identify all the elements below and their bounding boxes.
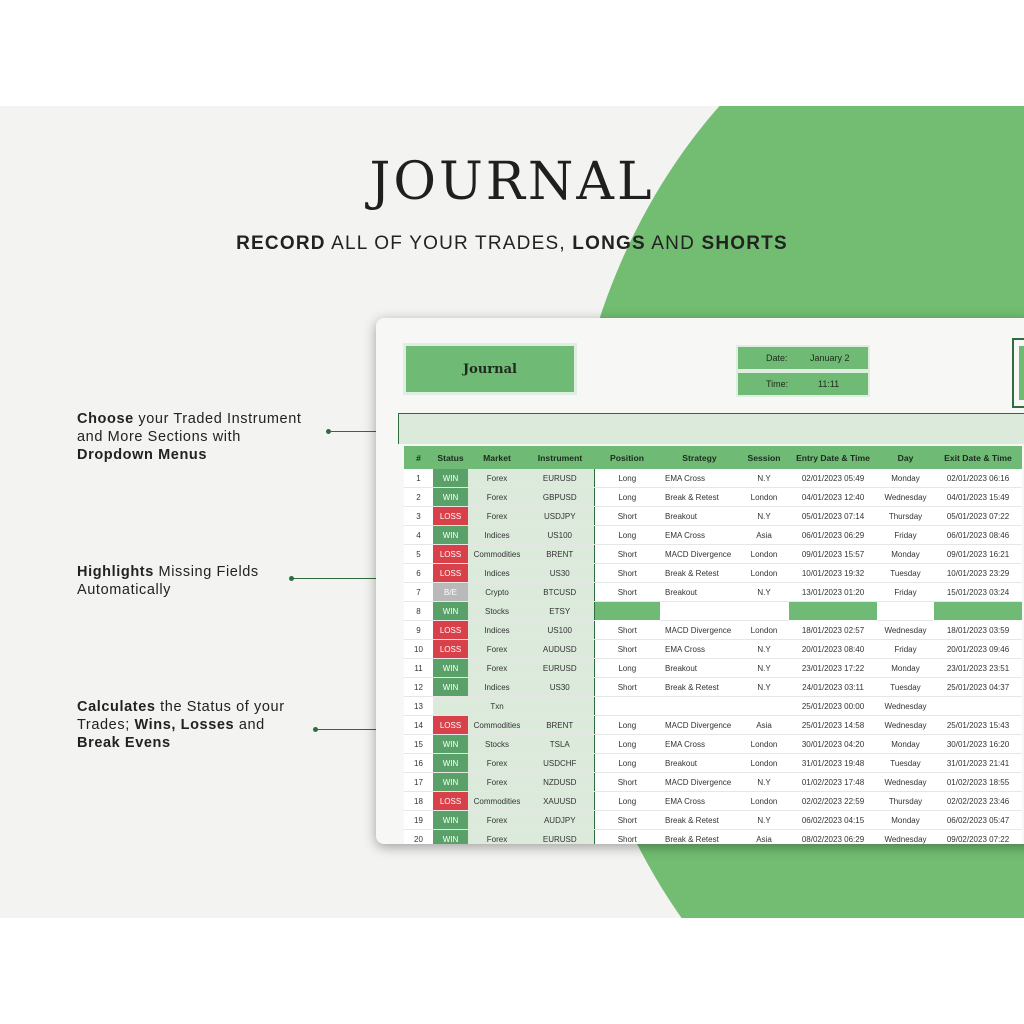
column-header[interactable]: Instrument	[526, 446, 594, 469]
session-cell[interactable]: London	[739, 792, 789, 811]
position-cell[interactable]: Long	[594, 659, 660, 678]
instrument-cell[interactable]: AUDJPY	[526, 811, 594, 830]
market-cell[interactable]: Stocks	[468, 602, 526, 621]
row-number: 17	[404, 773, 433, 792]
position-cell[interactable]: Long	[594, 792, 660, 811]
column-header[interactable]: Session	[739, 446, 789, 469]
table-row	[404, 678, 1022, 697]
market-cell[interactable]: Forex	[468, 488, 526, 507]
date-box	[736, 345, 870, 371]
annotation-text: Trades;	[77, 717, 135, 733]
row-number: 11	[404, 659, 433, 678]
instrument-cell[interactable]: AUDUSD	[526, 640, 594, 659]
session-cell[interactable]: London	[739, 735, 789, 754]
table-row	[404, 602, 1022, 621]
entry-datetime-cell[interactable]: 31/01/2023 19:48	[789, 754, 877, 773]
entry-datetime-cell[interactable]: 23/01/2023 17:22	[789, 659, 877, 678]
strategy-cell[interactable]: EMA Cross	[660, 526, 739, 545]
strategy-cell[interactable]: Break & Retest	[660, 564, 739, 583]
strategy-cell[interactable]: Breakout	[660, 507, 739, 526]
table-row	[404, 697, 1022, 716]
market-cell[interactable]: Indices	[468, 526, 526, 545]
position-cell[interactable]	[594, 697, 660, 716]
day-cell[interactable]: Monday	[877, 545, 934, 564]
session-cell[interactable]: London	[739, 488, 789, 507]
annotation-text: Choose	[77, 411, 134, 427]
day-cell[interactable]: Monday	[877, 469, 934, 488]
entry-datetime-cell[interactable]: 25/01/2023 14:58	[789, 716, 877, 735]
exit-datetime-cell[interactable]: 10/01/2023 23:29	[934, 564, 1022, 583]
row-number: 7	[404, 583, 433, 602]
row-number: 6	[404, 564, 433, 583]
annotation-text: Wins, Losses	[134, 717, 235, 733]
strategy-cell[interactable]: EMA Cross	[660, 469, 739, 488]
instrument-cell[interactable]: US100	[526, 621, 594, 640]
position-cell[interactable]: Short	[594, 507, 660, 526]
table-row	[404, 811, 1022, 830]
position-cell[interactable]: Long	[594, 488, 660, 507]
status-cell[interactable]: WIN	[433, 811, 468, 830]
table-row	[404, 773, 1022, 792]
market-cell[interactable]: Forex	[468, 469, 526, 488]
annotation-text: Automatically	[77, 582, 172, 598]
row-number: 8	[404, 602, 433, 621]
annotation-text: the Status of your	[155, 699, 285, 715]
annotation-line	[77, 581, 259, 599]
strategy-cell[interactable]: EMA Cross	[660, 792, 739, 811]
annotation-dropdown-menus	[77, 410, 302, 464]
entry-datetime-cell[interactable]: 02/02/2023 22:59	[789, 792, 877, 811]
exit-datetime-cell[interactable]: 18/01/2023 03:59	[934, 621, 1022, 640]
session-cell[interactable]: N.Y	[739, 659, 789, 678]
session-cell[interactable]: Asia	[739, 830, 789, 845]
position-cell[interactable]: Short	[594, 621, 660, 640]
row-number: 13	[404, 697, 433, 716]
day-cell[interactable]: Tuesday	[877, 564, 934, 583]
subtitle-part: LONGS	[572, 233, 646, 254]
instrument-cell[interactable]: EURUSD	[526, 469, 594, 488]
annotation-text: Calculates	[77, 699, 156, 715]
day-cell[interactable]: Friday	[877, 640, 934, 659]
trades-table	[404, 446, 1022, 844]
annotation-missing-fields	[77, 563, 259, 599]
exit-datetime-cell[interactable]: 09/01/2023 16:21	[934, 545, 1022, 564]
annotation-text: your Traded Instrument	[133, 411, 302, 427]
time-box	[736, 371, 870, 397]
instrument-cell[interactable]: NZDUSD	[526, 773, 594, 792]
market-cell[interactable]: Commodities	[468, 716, 526, 735]
session-cell[interactable]: N.Y	[739, 507, 789, 526]
session-cell[interactable]: N.Y	[739, 640, 789, 659]
session-cell[interactable]	[739, 602, 789, 621]
table-row	[404, 716, 1022, 735]
date-label: Date:	[766, 353, 788, 363]
strategy-cell[interactable]: Break & Retest	[660, 830, 739, 845]
row-number: 19	[404, 811, 433, 830]
status-cell[interactable]: LOSS	[433, 564, 468, 583]
day-cell[interactable]: Tuesday	[877, 678, 934, 697]
instrument-cell[interactable]: USDJPY	[526, 507, 594, 526]
entry-datetime-cell[interactable]: 10/01/2023 19:32	[789, 564, 877, 583]
status-cell[interactable]: LOSS	[433, 621, 468, 640]
strategy-cell[interactable]: MACD Divergence	[660, 545, 739, 564]
entry-datetime-cell[interactable]: 20/01/2023 08:40	[789, 640, 877, 659]
strategy-cell[interactable]: MACD Divergence	[660, 773, 739, 792]
annotation-line	[77, 734, 285, 752]
position-cell[interactable]: Short	[594, 564, 660, 583]
annotation-text: Dropdown Menus	[77, 447, 208, 463]
subtitle-part: RECORD	[236, 233, 326, 254]
day-cell[interactable]: Monday	[877, 735, 934, 754]
position-cell[interactable]: Short	[594, 773, 660, 792]
status-cell[interactable]: WIN	[433, 830, 468, 845]
status-cell[interactable]: B/E	[433, 583, 468, 602]
day-cell[interactable]: Wednesday	[877, 773, 934, 792]
table-row	[404, 830, 1022, 845]
column-header[interactable]: Entry Date & Time	[789, 446, 877, 469]
status-cell[interactable]: WIN	[433, 659, 468, 678]
day-cell[interactable]: Monday	[877, 811, 934, 830]
journal-spreadsheet	[376, 318, 1024, 844]
market-cell[interactable]: Commodities	[468, 545, 526, 564]
annotation-line	[77, 428, 302, 446]
instrument-cell[interactable]: US30	[526, 564, 594, 583]
position-cell[interactable]: Short	[594, 545, 660, 564]
market-cell[interactable]: Forex	[468, 640, 526, 659]
position-cell[interactable]	[594, 602, 660, 621]
market-cell[interactable]: Forex	[468, 830, 526, 845]
session-cell[interactable]: N.Y	[739, 773, 789, 792]
table-row	[404, 735, 1022, 754]
market-cell[interactable]: Forex	[468, 773, 526, 792]
exit-datetime-cell[interactable]: 31/01/2023 21:41	[934, 754, 1022, 773]
entry-datetime-cell[interactable]: 01/02/2023 17:48	[789, 773, 877, 792]
market-cell[interactable]: Indices	[468, 621, 526, 640]
session-cell[interactable]: N.Y	[739, 678, 789, 697]
row-number: 18	[404, 792, 433, 811]
banner	[0, 106, 1024, 918]
position-cell[interactable]: Long	[594, 735, 660, 754]
annotation-status	[77, 698, 285, 752]
table-row	[404, 469, 1022, 488]
exit-datetime-cell[interactable]: 25/01/2023 04:37	[934, 678, 1022, 697]
market-cell[interactable]: Stocks	[468, 735, 526, 754]
position-cell[interactable]: Short	[594, 583, 660, 602]
strategy-cell[interactable]: MACD Divergence	[660, 716, 739, 735]
strategy-cell[interactable]: EMA Cross	[660, 735, 739, 754]
cropped-summary-box	[1012, 338, 1024, 408]
strategy-cell[interactable]: Break & Retest	[660, 678, 739, 697]
entry-datetime-cell[interactable]: 05/01/2023 07:14	[789, 507, 877, 526]
column-header[interactable]: Status	[433, 446, 468, 469]
session-cell[interactable]: N.Y	[739, 469, 789, 488]
column-header[interactable]: Market	[468, 446, 526, 469]
page-subtitle	[0, 233, 1024, 255]
position-cell[interactable]: Short	[594, 830, 660, 845]
row-number: 15	[404, 735, 433, 754]
column-header[interactable]: Position	[594, 446, 660, 469]
day-cell[interactable]: Wednesday	[877, 488, 934, 507]
strategy-cell[interactable]: Breakout	[660, 754, 739, 773]
header-band	[398, 413, 1024, 444]
annotation-line	[77, 410, 302, 428]
status-cell[interactable]: LOSS	[433, 716, 468, 735]
table-row	[404, 659, 1022, 678]
row-number: 16	[404, 754, 433, 773]
exit-datetime-cell[interactable]: 02/02/2023 23:46	[934, 792, 1022, 811]
exit-datetime-cell[interactable]: 09/02/2023 07:22	[934, 830, 1022, 845]
column-header[interactable]: Exit Date & Time	[934, 446, 1022, 469]
status-cell[interactable]: WIN	[433, 469, 468, 488]
table-row	[404, 754, 1022, 773]
exit-datetime-cell[interactable]: 23/01/2023 23:51	[934, 659, 1022, 678]
exit-datetime-cell[interactable]: 20/01/2023 09:46	[934, 640, 1022, 659]
status-cell[interactable]: WIN	[433, 735, 468, 754]
session-cell[interactable]: London	[739, 621, 789, 640]
instrument-cell[interactable]: XAUUSD	[526, 792, 594, 811]
column-header[interactable]: Strategy	[660, 446, 739, 469]
day-cell[interactable]: Friday	[877, 583, 934, 602]
table-row	[404, 564, 1022, 583]
row-number: 12	[404, 678, 433, 697]
exit-datetime-cell[interactable]	[934, 602, 1022, 621]
session-cell[interactable]: London	[739, 545, 789, 564]
annotation-line	[77, 698, 285, 716]
strategy-cell[interactable]: Break & Retest	[660, 488, 739, 507]
strategy-cell[interactable]	[660, 697, 739, 716]
exit-datetime-cell[interactable]: 06/02/2023 05:47	[934, 811, 1022, 830]
session-cell[interactable]: London	[739, 754, 789, 773]
strategy-cell[interactable]: Breakout	[660, 583, 739, 602]
annotation-text: and	[234, 717, 265, 733]
day-cell[interactable]: Monday	[877, 659, 934, 678]
instrument-cell[interactable]: US100	[526, 526, 594, 545]
exit-datetime-cell[interactable]: 06/01/2023 08:46	[934, 526, 1022, 545]
instrument-cell[interactable]	[526, 697, 594, 716]
page-title: JOURNAL	[369, 152, 655, 212]
entry-datetime-cell[interactable]	[789, 602, 877, 621]
entry-datetime-cell[interactable]: 25/01/2023 00:00	[789, 697, 877, 716]
session-cell[interactable]: Asia	[739, 716, 789, 735]
entry-datetime-cell[interactable]: 18/01/2023 02:57	[789, 621, 877, 640]
annotation-line	[77, 446, 302, 464]
day-cell[interactable]: Wednesday	[877, 621, 934, 640]
exit-datetime-cell[interactable]: 05/01/2023 07:22	[934, 507, 1022, 526]
row-number: 5	[404, 545, 433, 564]
annotation-text: Highlights	[77, 564, 154, 580]
session-cell[interactable]	[739, 697, 789, 716]
strategy-cell[interactable]: EMA Cross	[660, 640, 739, 659]
instrument-cell[interactable]: US30	[526, 678, 594, 697]
market-cell[interactable]: Indices	[468, 678, 526, 697]
time-value[interactable]: 11:11	[818, 379, 840, 389]
day-cell[interactable]	[877, 602, 934, 621]
instrument-cell[interactable]: USDCHF	[526, 754, 594, 773]
time-label: Time:	[766, 379, 789, 389]
status-cell[interactable]	[433, 697, 468, 716]
instrument-cell[interactable]: EURUSD	[526, 830, 594, 845]
entry-datetime-cell[interactable]: 02/01/2023 05:49	[789, 469, 877, 488]
annotation-text: Missing Fields	[153, 564, 259, 580]
day-cell[interactable]: Wednesday	[877, 830, 934, 845]
status-cell[interactable]: WIN	[433, 602, 468, 621]
row-number: 2	[404, 488, 433, 507]
exit-datetime-cell[interactable]: 15/01/2023 03:24	[934, 583, 1022, 602]
entry-datetime-cell[interactable]: 09/01/2023 15:57	[789, 545, 877, 564]
annotation-line	[77, 716, 285, 734]
day-cell[interactable]: Tuesday	[877, 754, 934, 773]
status-cell[interactable]: LOSS	[433, 792, 468, 811]
day-cell[interactable]: Thursday	[877, 792, 934, 811]
row-number: 20	[404, 830, 433, 845]
position-cell[interactable]: Long	[594, 754, 660, 773]
column-header[interactable]: #	[404, 446, 433, 469]
column-header[interactable]: Day	[877, 446, 934, 469]
instrument-cell[interactable]: TSLA	[526, 735, 594, 754]
status-cell[interactable]: LOSS	[433, 640, 468, 659]
status-cell[interactable]: WIN	[433, 678, 468, 697]
entry-datetime-cell[interactable]: 06/01/2023 06:29	[789, 526, 877, 545]
table-row	[404, 640, 1022, 659]
instrument-cell[interactable]: EURUSD	[526, 659, 594, 678]
market-cell[interactable]: Forex	[468, 659, 526, 678]
entry-datetime-cell[interactable]: 30/01/2023 04:20	[789, 735, 877, 754]
entry-datetime-cell[interactable]: 24/01/2023 03:11	[789, 678, 877, 697]
instrument-cell[interactable]: ETSY	[526, 602, 594, 621]
exit-datetime-cell[interactable]: 02/01/2023 06:16	[934, 469, 1022, 488]
entry-datetime-cell[interactable]: 08/02/2023 06:29	[789, 830, 877, 845]
market-cell[interactable]: Indices	[468, 564, 526, 583]
instrument-cell[interactable]: BRENT	[526, 545, 594, 564]
market-cell[interactable]: Txn	[468, 697, 526, 716]
instrument-cell[interactable]: BTCUSD	[526, 583, 594, 602]
day-cell[interactable]: Wednesday	[877, 716, 934, 735]
row-number: 9	[404, 621, 433, 640]
position-cell[interactable]: Short	[594, 678, 660, 697]
exit-datetime-cell[interactable]: 30/01/2023 16:20	[934, 735, 1022, 754]
strategy-cell[interactable]	[660, 602, 739, 621]
position-cell[interactable]: Long	[594, 469, 660, 488]
day-cell[interactable]: Wednesday	[877, 697, 934, 716]
date-value[interactable]: January 2	[810, 353, 850, 363]
market-cell[interactable]: Forex	[468, 754, 526, 773]
table-header-row	[404, 446, 1022, 469]
annotation-text: and More Sections with	[77, 429, 241, 445]
exit-datetime-cell[interactable]: 01/02/2023 18:55	[934, 773, 1022, 792]
table-row	[404, 507, 1022, 526]
exit-datetime-cell[interactable]	[934, 697, 1022, 716]
market-cell[interactable]: Forex	[468, 507, 526, 526]
subtitle-part: SHORTS	[701, 233, 788, 254]
session-cell[interactable]: London	[739, 564, 789, 583]
position-cell[interactable]: Short	[594, 811, 660, 830]
table-row	[404, 526, 1022, 545]
position-cell[interactable]: Long	[594, 526, 660, 545]
status-cell[interactable]: WIN	[433, 754, 468, 773]
table-row	[404, 488, 1022, 507]
market-cell[interactable]: Commodities	[468, 792, 526, 811]
annotation-text: Break Evens	[77, 735, 171, 751]
day-cell[interactable]: Friday	[877, 526, 934, 545]
position-cell[interactable]: Short	[594, 640, 660, 659]
status-cell[interactable]: WIN	[433, 526, 468, 545]
position-cell[interactable]: Long	[594, 716, 660, 735]
market-cell[interactable]: Forex	[468, 811, 526, 830]
session-cell[interactable]: N.Y	[739, 811, 789, 830]
row-number: 10	[404, 640, 433, 659]
strategy-cell[interactable]: Breakout	[660, 659, 739, 678]
status-cell[interactable]: LOSS	[433, 507, 468, 526]
row-number: 1	[404, 469, 433, 488]
table-row	[404, 545, 1022, 564]
entry-datetime-cell[interactable]: 04/01/2023 12:40	[789, 488, 877, 507]
annotation-line	[77, 563, 259, 581]
status-cell[interactable]: WIN	[433, 773, 468, 792]
exit-datetime-cell[interactable]: 04/01/2023 15:49	[934, 488, 1022, 507]
exit-datetime-cell[interactable]: 25/01/2023 15:43	[934, 716, 1022, 735]
table-row	[404, 621, 1022, 640]
session-cell[interactable]: N.Y	[739, 583, 789, 602]
session-cell[interactable]: Asia	[739, 526, 789, 545]
row-number: 4	[404, 526, 433, 545]
instrument-cell[interactable]: BRENT	[526, 716, 594, 735]
instrument-cell[interactable]: GBPUSD	[526, 488, 594, 507]
status-cell[interactable]: LOSS	[433, 545, 468, 564]
subtitle-part: ALL OF YOUR TRADES,	[325, 233, 573, 254]
status-cell[interactable]: WIN	[433, 488, 468, 507]
subtitle-part: AND	[645, 233, 702, 254]
market-cell[interactable]: Crypto	[468, 583, 526, 602]
journal-label-box: Journal	[403, 343, 577, 395]
table-row	[404, 583, 1022, 602]
strategy-cell[interactable]: Break & Retest	[660, 811, 739, 830]
table-row	[404, 792, 1022, 811]
entry-datetime-cell[interactable]: 13/01/2023 01:20	[789, 583, 877, 602]
row-number: 14	[404, 716, 433, 735]
day-cell[interactable]: Thursday	[877, 507, 934, 526]
entry-datetime-cell[interactable]: 06/02/2023 04:15	[789, 811, 877, 830]
strategy-cell[interactable]: MACD Divergence	[660, 621, 739, 640]
row-number: 3	[404, 507, 433, 526]
